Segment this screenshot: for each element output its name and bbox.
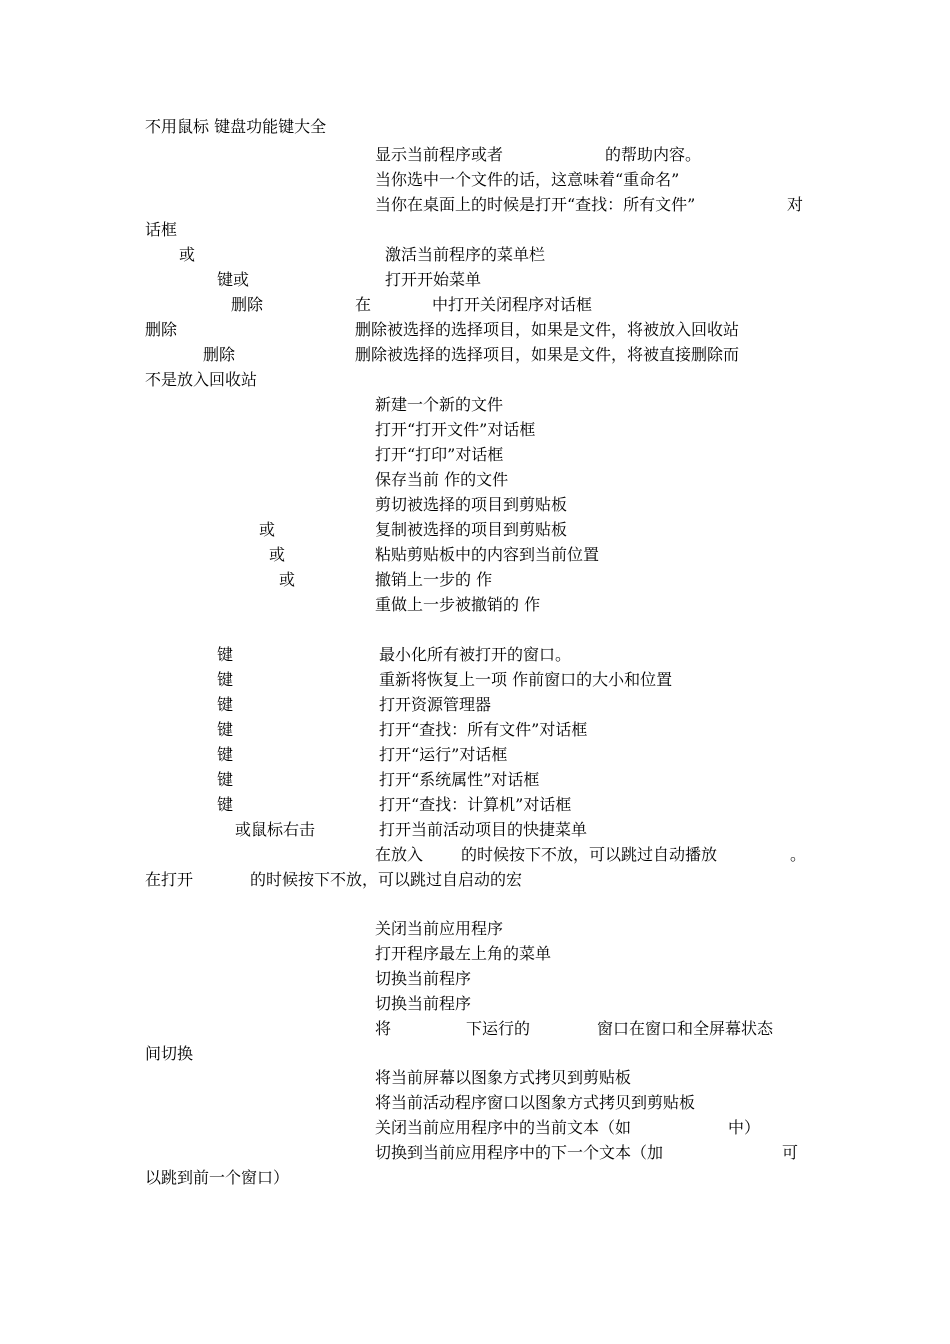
text-line: 切换到当前应用程序中的下一个文本（加: [375, 1143, 664, 1162]
key-label: 键: [217, 770, 234, 789]
text-line: 间切换: [145, 1044, 194, 1063]
key-label: 或: [269, 545, 286, 564]
key-label: 删除: [145, 320, 178, 339]
text-line: 重做上一步被撤销的 作: [375, 595, 541, 614]
key-label: 或鼠标右击: [235, 820, 316, 839]
text-line: 打开“运行”对话框: [379, 745, 508, 764]
text-line: 打开资源管理器: [379, 695, 492, 714]
text-line: 删除被选择的选择项目，如果是文件，将被直接删除而: [355, 345, 740, 364]
text-line: 。: [790, 845, 807, 864]
text-line: 在打开: [145, 870, 194, 889]
text-line: 对: [787, 195, 804, 214]
text-line: 不是放入回收站: [145, 370, 258, 389]
text-line: 将当前活动程序窗口以图象方式拷贝到剪贴板: [375, 1093, 696, 1112]
text-line: 剪切被选择的项目到剪贴板: [375, 495, 568, 514]
key-label: 或: [179, 245, 196, 264]
key-label: 键: [217, 645, 234, 664]
key-label: 键: [217, 720, 234, 739]
text-line: 当你选中一个文件的话，这意味着“重命名”: [375, 170, 680, 189]
key-label: 删除: [231, 295, 264, 314]
text-line: 在放入: [375, 845, 424, 864]
text-line: 下运行的: [466, 1019, 531, 1038]
text-line: 打开“查找：计算机”对话框: [379, 795, 572, 814]
text-line: 删除被选择的选择项目，如果是文件，将被放入回收站: [355, 320, 740, 339]
page-title: 不用鼠标 键盘功能键大全: [145, 117, 327, 136]
key-label: 键: [217, 745, 234, 764]
text-line: 撤销上一步的 作: [375, 570, 493, 589]
text-line: 复制被选择的项目到剪贴板: [375, 520, 568, 539]
text-line: 可: [782, 1143, 799, 1162]
text-line: 打开开始菜单: [385, 270, 482, 289]
key-label: 键或: [217, 270, 250, 289]
text-line: 打开“查找：所有文件”对话框: [379, 720, 588, 739]
text-line: 重新将恢复上一项 作前窗口的大小和位置: [379, 670, 673, 689]
text-line: 切换当前程序: [375, 969, 472, 988]
text-line: 的时候按下不放，可以跳过自启动的宏: [250, 870, 523, 889]
text-line: 以跳到前一个窗口）: [145, 1168, 290, 1187]
key-label: 键: [217, 795, 234, 814]
text-line: 在: [355, 295, 372, 314]
key-label: 删除: [203, 345, 236, 364]
text-line: 关闭当前应用程序: [375, 919, 504, 938]
key-label: 或: [259, 520, 276, 539]
key-label: 或: [279, 570, 296, 589]
text-line: 将当前屏幕以图象方式拷贝到剪贴板: [375, 1068, 632, 1087]
text-line: 打开“打开文件”对话框: [375, 420, 536, 439]
text-line: 的时候按下不放，可以跳过自动播放: [461, 845, 718, 864]
text-line: 切换当前程序: [375, 994, 472, 1013]
text-line: 中打开关闭程序对话框: [432, 295, 593, 314]
text-line: 打开“系统属性”对话框: [379, 770, 540, 789]
text-line: 关闭当前应用程序中的当前文本（如: [375, 1118, 632, 1137]
text-line: 当你在桌面上的时候是打开“查找：所有文件”: [375, 195, 696, 214]
key-label: 键: [217, 695, 234, 714]
text-line: 打开当前活动项目的快捷菜单: [379, 820, 588, 839]
text-line: 中）: [728, 1118, 761, 1137]
text-line: 将: [375, 1019, 392, 1038]
text-line: 保存当前 作的文件: [375, 470, 509, 489]
text-line: 窗口在窗口和全屏幕状态: [597, 1019, 774, 1038]
text-line: 打开“打印”对话框: [375, 445, 504, 464]
text-line: 打开程序最左上角的菜单: [375, 944, 552, 963]
text-line: 新建一个新的文件: [375, 395, 504, 414]
text-line: 最小化所有被打开的窗口。: [379, 645, 572, 664]
text-line: 显示当前程序或者: [375, 145, 504, 164]
text-line: 话框: [145, 220, 178, 239]
text-line: 粘贴剪贴板中的内容到当前位置: [375, 545, 600, 564]
key-label: 键: [217, 670, 234, 689]
text-line: 的帮助内容。: [605, 145, 702, 164]
text-line: 激活当前程序的菜单栏: [385, 245, 546, 264]
